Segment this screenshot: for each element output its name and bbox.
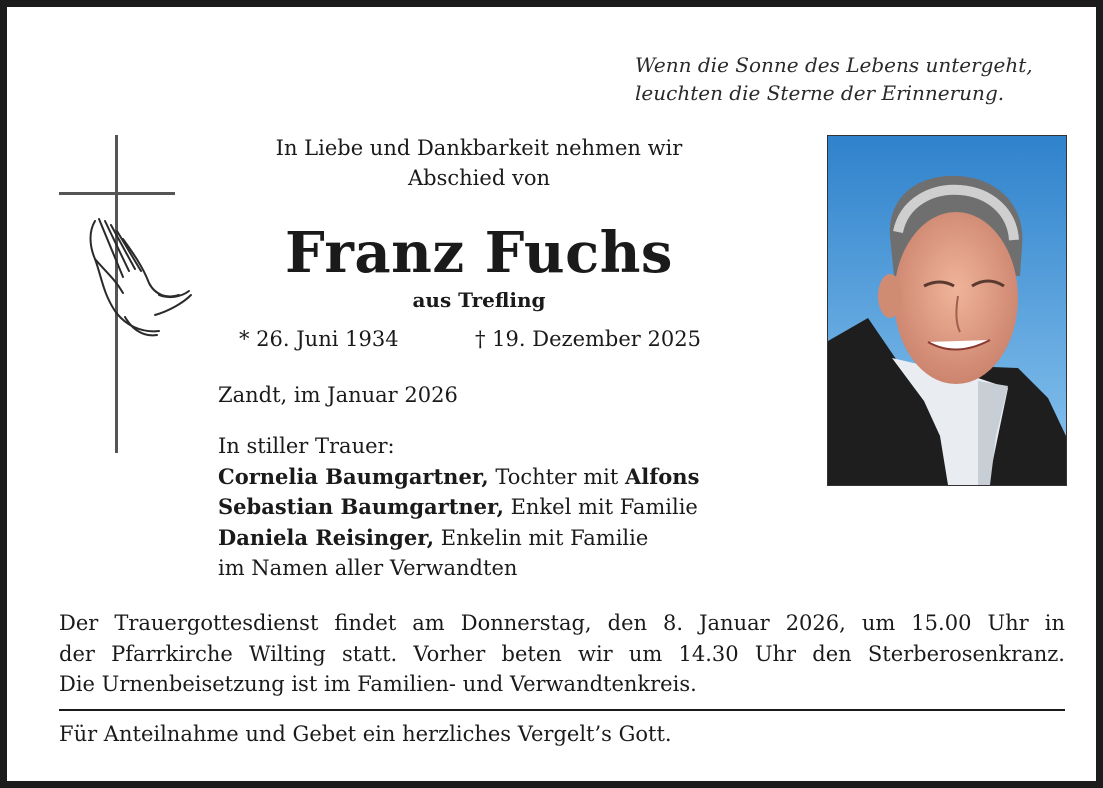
portrait-illustration (828, 136, 1066, 485)
cross-with-hands (59, 135, 194, 455)
mourner-relation: Enkelin mit Familie (434, 525, 649, 550)
quote-line-2: leuchten die Sterne der Erinnerung. (635, 81, 1005, 105)
mourners-heading: In stiller Trauer: (218, 434, 395, 458)
mourner-partner-name: Alfons (624, 463, 700, 489)
intro-line-2: Abschied von (408, 166, 550, 190)
thanks-line: Für Anteilnahme und Gebet ein herzliches Vergelt’s Gott. (59, 722, 672, 746)
mourner-relation: Tochter mit (488, 464, 625, 489)
mourner-name: Daniela Reisinger, (218, 524, 435, 550)
mourner-row (218, 523, 778, 554)
deceased-origin: aus Trefling (412, 288, 546, 312)
mourner-row (218, 462, 778, 493)
service-line-2: der Pfarrkirche Wilting statt. Vorher beten wir um 14.30 Uhr den Sterberosenkranz. (59, 641, 1065, 666)
mourners-block (218, 431, 778, 584)
service-line-3: Die Urnenbeisetzung ist im Familien- und Verwandtenkreis. (59, 672, 697, 696)
deceased-name: Franz Fuchs (285, 220, 673, 286)
praying-hands-icon (91, 219, 192, 335)
service-line-1: Der Trauergottesdienst findet am Donnerstag, den 8. Januar 2026, um 15.00 Uhr in (59, 611, 1065, 635)
mourner-relation: Enkel mit Familie (503, 495, 698, 519)
divider (59, 709, 1065, 711)
memorial-quote (635, 51, 1075, 107)
birth-date: * 26. Juni 1934 (239, 327, 399, 351)
intro-text (229, 133, 729, 193)
quote-line-1: Wenn die Sonne des Lebens untergeht, (635, 53, 1033, 77)
death-date: † 19. Dezember 2025 (475, 327, 701, 351)
mourners-closing: im Namen aller Verwandten (218, 556, 518, 580)
mourner-name: Cornelia Baumgartner, (218, 463, 489, 489)
place-date: Zandt, im Januar 2026 (218, 383, 458, 407)
service-announcement (59, 608, 1065, 700)
mourner-row (218, 492, 778, 523)
cross-icon (59, 135, 194, 455)
intro-line-1: In Liebe und Dankbarkeit nehmen wir (275, 136, 683, 160)
portrait-photo (827, 135, 1067, 486)
mourner-name: Sebastian Baumgartner, (218, 494, 504, 519)
